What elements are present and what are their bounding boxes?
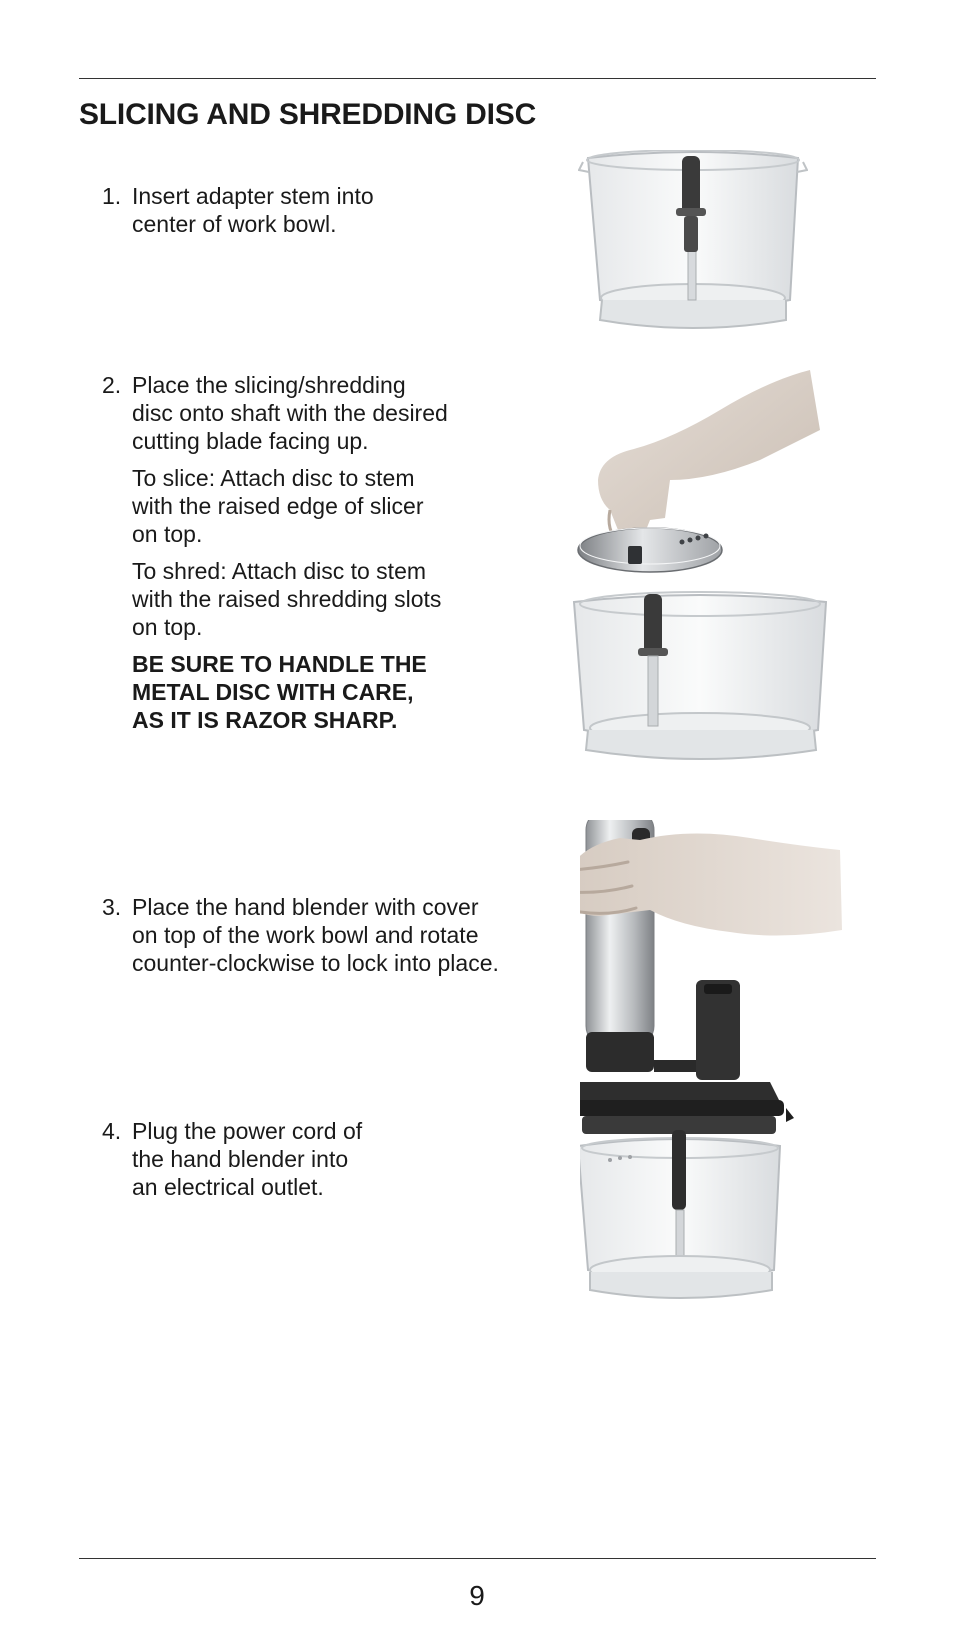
page-number: 9 bbox=[469, 1580, 485, 1611]
text-line: disc onto shaft with the desired bbox=[132, 400, 448, 426]
text-line: Place the slicing/shredding bbox=[132, 372, 406, 398]
text-line: counter-clockwise to lock into place. bbox=[132, 950, 499, 976]
text-line: AS IT IS RAZOR SHARP. bbox=[132, 707, 398, 733]
text-line: with the raised shredding slots bbox=[132, 586, 442, 612]
hand-placing-disc-photo bbox=[570, 370, 830, 770]
text-line: Insert adapter stem into bbox=[132, 183, 374, 209]
text-line: cutting blade facing up. bbox=[132, 428, 369, 454]
step-number: 3. bbox=[102, 894, 122, 920]
text-line: on top. bbox=[132, 614, 203, 640]
step-text bbox=[132, 371, 448, 455]
step-number: 2. bbox=[102, 372, 122, 398]
top-divider bbox=[79, 78, 876, 79]
text-line: METAL DISC WITH CARE, bbox=[132, 679, 414, 705]
safety-warning bbox=[132, 650, 448, 734]
text-line: To shred: Attach disc to stem bbox=[132, 558, 427, 584]
step-number: 1. bbox=[102, 183, 122, 209]
bottom-divider bbox=[79, 1558, 876, 1559]
step-4 bbox=[102, 1117, 362, 1201]
text-line: on top of the work bowl and rotate bbox=[132, 922, 479, 948]
text-line: center of work bowl. bbox=[132, 211, 337, 237]
slice-instruction bbox=[132, 464, 448, 548]
step-text bbox=[132, 1117, 362, 1201]
text-line: with the raised edge of slicer bbox=[132, 493, 424, 519]
step-1 bbox=[102, 182, 374, 238]
text-line: BE SURE TO HANDLE THE bbox=[132, 651, 427, 677]
step-text bbox=[132, 893, 499, 977]
text-line: Place the hand blender with cover bbox=[132, 894, 479, 920]
text-line: Plug the power cord of bbox=[132, 1118, 363, 1144]
step-3 bbox=[102, 893, 499, 977]
step-text bbox=[132, 182, 374, 238]
text-line: To slice: Attach disc to stem bbox=[132, 465, 415, 491]
step-number: 4. bbox=[102, 1118, 122, 1144]
text-line: on top. bbox=[132, 521, 203, 547]
step-2 bbox=[102, 371, 448, 734]
work-bowl-with-stem-photo bbox=[578, 150, 808, 350]
text-line: the hand blender into bbox=[132, 1146, 349, 1172]
page-title: SLICING AND SHREDDING DISC bbox=[79, 98, 537, 131]
text-line: an electrical outlet. bbox=[132, 1174, 324, 1200]
hand-blender-on-bowl-photo bbox=[580, 820, 850, 1350]
shred-instruction bbox=[132, 557, 448, 641]
